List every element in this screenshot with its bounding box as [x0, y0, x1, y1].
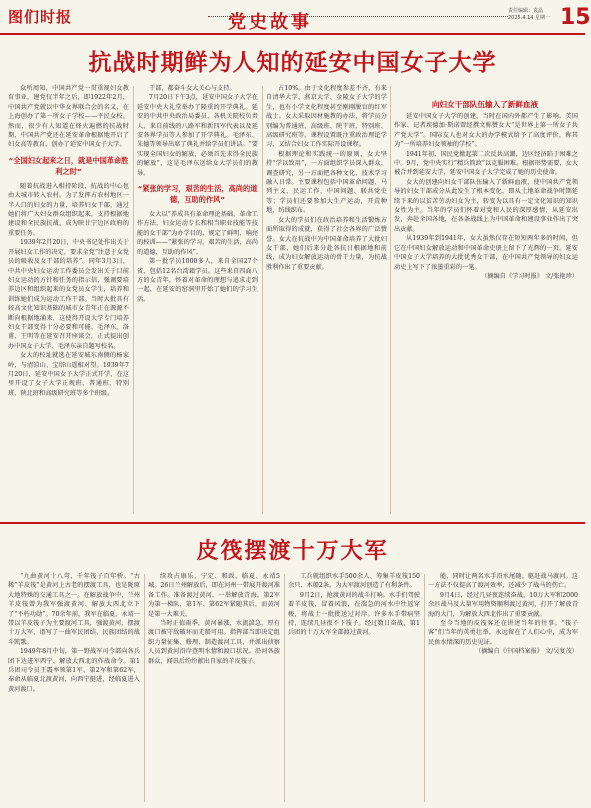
paragraph: 9月4日，经过几昼夜连续奋战，10万大军和2000余匹战马及大量军用物资顺利渡过黄河，打开了解放青海的大门，为解放大西北作出了重要贡献。 — [428, 591, 578, 618]
article2-column-2 — [148, 572, 280, 804]
paragraph: 女大以“养成具有革命理论基础、革命工作方法、妇女运动专长和相当职业技能等技能的女干部”为办学目的，规定了鲜明、响亮的校训——“紧张的学习，艰苦的生活，高尚的道德，互助的作风”。 — [137, 211, 258, 256]
paragraph: 能，同时让两名水手沿水尾随。驱赶战马渡河。这一方法不仅提高了渡河效率，还减少了战马的伤亡。 — [428, 573, 578, 590]
paragraph: 干部，都奋斗女大关心与支持。 — [149, 85, 236, 92]
paragraph: 9月2日，抢渡黄河的战斗打响。水手们驾驶着羊皮筏，冒着风浪，在湍急的河水中往返穿梭，将战士一批批送过对岸。许多水手带病坚持，连续几昼夜不下筏子。经过数日奋战，第1兵团的十万大军全部渡过黄河。 — [288, 591, 420, 637]
page-number: 15 — [560, 5, 591, 30]
paragraph: 女大的校址就选在延安城东南侧的杨家岭，与清凉山、宝塔山遥相对望。1939年7月20日，延安中国女子大学正式开学，在这里开设了女子大学正规班、普通班、特别班、陕北班和高级研究班等多个班级。 — [8, 352, 129, 397]
paragraph: 当时正值雨季，黄河暴涨，水流湍急，厚有渡口被守敌破坏而无船可用。指挥部当即决定组织力量征集、修理、制造渡河工具，并派出侦察人员到黄河沿岸查明水情和渡口状况。沿河各族群众，闻讯后纷纷献出自家的羊皮筏子。 — [148, 620, 280, 665]
article1-column-4 — [394, 112, 578, 516]
column-divider — [284, 574, 285, 802]
column-divider — [262, 86, 263, 514]
paragraph: 随着抗战进入相持阶段，抗战的中心也由大城市转入农村。为了发挥占农村地区一半人口的妇女的力量，培养妇女干部，通过她们将广大妇女群众组织起来，支持根据地建设和全民族抗战，成为陕甘宁边区政府的重要任务。 — [8, 182, 129, 237]
paragraph: 占10%。由于文化程度参差不齐，有来自清华大学、燕京大学、金陵女子大学的学生，也有小学文化程度甚至刚刚脱盲的红军战士。女大采取因材施教的办法，将学员分别编为普通班、高级班、陕干班、特别班、高级研究班等，课程设置既注重政治理论学习，又结合妇女工作实际开设课程。 — [266, 85, 387, 149]
article2-column-3 — [288, 572, 420, 804]
paragraph: 7月20日下午3点，延安中国女子大学在延安中央大礼堂举办了隆重的开学典礼。延安的中共中央政治局委员、各机关院校负责人、来自前线的八路军和新四军代表以及延安各界学员等人参加了开学典礼。毛泽东、朱德等领导出席了典礼并给学员们讲话。“要实现全国妇女的解放，必须首先求得全民族的解放”，这是毛泽东送给女大学员们的教导。 — [137, 94, 258, 177]
paragraph: 1939年2月20日，中央书记处作出关于开展妇女工作的决定，要求全党“注意于女党员的吸收及女干部的培养”。同年3月3日，中共中央妇女运动工作委员会发出关于目前妇女运动的方针和任务的指示信，强调要培养边区和组织起来的女党员女学生，培养和训练她们成为运动工作干部。当时大批具有较高文化知识基础的城市女青年正在源源不断向根据地涌来，这使得开设大学专门培养妇女干部变得十分必要和可能。毛泽东、洛甫、王明等在延安召开座谈会，正式提出创办中国女子大学，毛泽东亲自题写校名。 — [8, 239, 129, 350]
article1-subhead-2: “紧张的学习，艰苦的生活，高尚的道德，互助的作风” — [137, 184, 258, 205]
column-divider — [144, 574, 145, 802]
page-header — [0, 0, 591, 34]
article2-column-4 — [428, 572, 578, 804]
article1-column-3 — [266, 84, 387, 516]
article1-column-2 — [137, 84, 258, 516]
article1-headline: 抗战时期鲜为人知的延安中国女子大学 — [88, 50, 497, 76]
editor-line: 责任编辑：袁晶 — [508, 8, 544, 14]
paragraph: 延安中国女子大学的创建，当时在国内外都产生了影响。美国作家、记者埃德加·斯诺曾经撰文称赞女大“是世界上第一所女子共产党大学”。国际友人也对女大的办学模式给予了高度评价，称其为“一所培养妇女领袖的学校”。 — [394, 113, 578, 149]
paragraph: 众所周知，中国共产党一贯重视妇女教育事业，建党仅半年之后，即1922年2月，中国共产党就以中华女界联合会的名义，在上海创办了第一所女子学校——平民女校。然而，很少有人知道在烽火遍燃的抗战时期，中国共产党还在延安革命根据地开启了妇女高等教育，创办了延安中国女子大学。 — [8, 85, 129, 149]
section-title: 党史故事 — [228, 12, 312, 33]
article1-byline: （摘编自《学习时报》 文/张艳珍） — [481, 272, 578, 280]
article2-column-1 — [8, 572, 140, 804]
article1-side-heading: 向妇女干部队伍输入了新鲜血液 — [431, 100, 539, 109]
header-rule — [0, 33, 585, 35]
paragraph: 从1939年到1941年，女大虽然仅存在短短两年多的时间，但它在中国妇女解放运动和中国革命史册上留下了光辉的一页。延安中国女子大学培养的大批优秀女干部，在中国共产党领导的妇女运动史上写下了浓墨重彩的一笔。 — [394, 235, 578, 271]
article1-col1-intro — [8, 84, 129, 150]
paragraph: 1941年初，国民党掀起第二次反共高潮，边区经济陷于困难之中。9月，党中央实行“精兵简政”以克服困难。根据形势需要，女大被合并到延安大学，延安中国女子大学完成了她的历史使命。 — [394, 150, 578, 177]
newspaper-masthead: 图们时报 — [8, 8, 73, 26]
paragraph: 续攻占康乐、宁定、和政、临夏、永靖5城。26日兰州解放后，即在河州一带展开渡河准备工作。准备渡过黄河，一举解放青海。第2军为第一梯队，第1军、第62军紧随其后，而黄河是第一大难关。 — [148, 573, 280, 618]
article1-column-1 — [8, 84, 129, 516]
article2-headline: 皮筏摆渡十万大军 — [196, 539, 389, 564]
article1-subhead-1: “全国妇女起来之日，就是中国革命胜利之时” — [8, 155, 129, 176]
paragraph: 第一批学员1000多人，来自全国27个省，包括12名台湾籍学员。这些来自四面八方的女青年，怀着对革命的理想与追求走到一起，在延安的窑洞里开始了她们的学习生活。 — [137, 258, 258, 303]
article2-byline: （摘编自《中国档案报》 文/吴复茂） — [474, 648, 578, 656]
paragraph: 至今当地的皮筏客还在讲述当年的往事。“筏子客”们当年的英勇壮举，永远留在了人们心中，成为军民鱼水情深的历史见证。 — [428, 620, 578, 646]
paragraph: 根据理论和实践统一的原则，女大坚持“学以致用”，一方面组织学员深入群众、调查研究，另一方面把各种文化、技术学习融入日常。主要课程包括中国革命问题、马列主义、民运工作、中国问题、联共党史等；学员们还要参加大生产运动，开荒种地，纺线织布。 — [266, 150, 387, 215]
column-divider — [390, 86, 391, 514]
paragraph: 1949年8月中旬，第一野战军司令部向各兵团下达进军西宁、解放大西北的作战命令。第1兵团司令员王震率领第1军、第2军和第62军，奉命从临夏北渡黄河，向西宁挺进，经临夏进入黄河渡口。 — [8, 648, 140, 693]
column-divider — [424, 574, 425, 802]
column-divider — [133, 86, 134, 514]
article-divider — [0, 522, 585, 524]
editor-info — [508, 8, 550, 22]
paragraph: “九曲黄河十八弯，千年筏子百年桥。“古稀”羊皮筏”是黄河上古老的摆渡工具，也是陇原大地特殊的交通工具之一。在解放战争中，兰州羊皮筏曾为我军强渡黄河、解放大西北立下了“不朽功勋”。70余年前，我军在临夏、永靖一带以羊皮筏子为主要渡河工具，强渡黄河，摆渡十万大军，谱写了一曲军民团结、民族团结的战斗凯歌。 — [8, 573, 140, 646]
paragraph: 工兵就组织水手500余人、筹集羊皮筏150余只、木船2条。为大军渡河创造了有利条件。 — [288, 573, 420, 590]
paragraph: 女大的学员们在政治培养和生活锻炼方面所取得的成就，获得了社会各界的广泛赞誉。女大在抗战中为中国革命培养了大批妇女干部，她们后来分赴各抗日根据地和前线，成为妇女解放运动的骨干力量，为抗战胜利作出了重要贡献。 — [266, 216, 387, 271]
paragraph: 女大的创建向妇女干部队伍输入了新鲜血液，使中国共产党领导的妇女干部成分从此发生了根本变化，即从土地革命战争时期延续下来的以贫苦劳动妇女为主，转变为以具有一定文化知识的知识女性为主。当年的学员们怀着对党和人民的深厚感情，从延安出发，奔赴全国各地，在各条战线上为中国革命和建设事业作出了突出贡献。 — [394, 178, 578, 233]
date-line: 2025.4.14 星期一 — [508, 15, 551, 21]
